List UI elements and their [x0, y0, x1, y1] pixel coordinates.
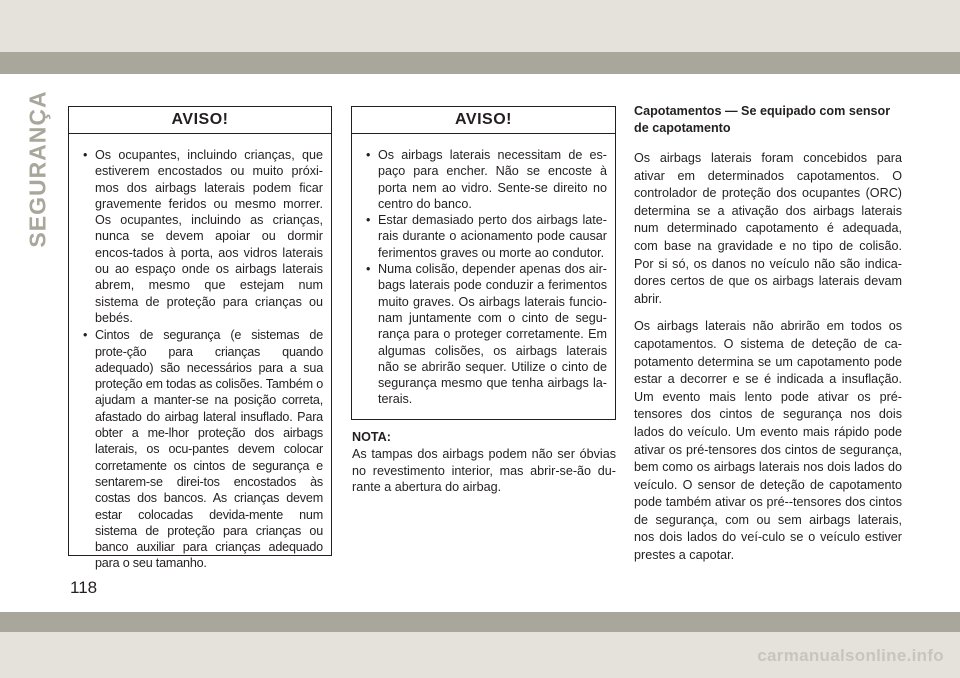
warning-item: • Cintos de segurança (e sistemas de prote-ção para crianças quando adequado) são necessários para a sua proteção em todas as colisões. Também o ajudam a manter-se na posição correta, afastado do airbag lateral insuflado. Para obter a me-lhor proteção dos airbags laterais, os ocu-pantes devem colocar corretamente os cintos de segurança e sentarem-se direi-tos encostados às costas dos bancos. As crianças devem estar colocadas devida-mente num sistema de proteção para crianças ou banco auxiliar para crianças adequado para o seu tamanho. [83, 328, 323, 571]
warning-box-left [68, 106, 332, 571]
warning-box-mid [351, 106, 616, 420]
body-paragraph: Os airbags laterais foram concebidos para ativar em determinados capotamentos. O controlador de proteção dos ocupantes (ORC) determina se a ativação dos airbags laterais num determinado capotamento é adequada, com base na gravidade e no tipo de colisão. Por si só, os danos no veículo não são indica-dores certos de que os airbags laterais devam abrir. [634, 151, 902, 306]
warning-title: AVISO! [352, 107, 615, 134]
top-decor-band [0, 0, 960, 52]
warning-item: • Estar demasiado perto dos airbags late-rais durante o acionamento pode causar ferimentos graves ou morte ao condutor. [366, 213, 607, 260]
warning-item: • Numa colisão, depender apenas dos air-bags laterais pode conduzir a ferimentos muito graves. Os airbags laterais funcio-nam juntamente com o cinto de segu-rança para o proteger corretamente. Em algumas colisões, os airbags laterais não se abrirão sequer. Utilize o cinto de segurança mesmo que tenha airbags la-terais. [366, 262, 607, 407]
warning-item-text: Estar demasiado perto dos airbags late-rais durante o acionamento pode causar ferimentos graves ou morte ao condutor. [378, 213, 607, 260]
section-tab-label: SEGURANÇA [24, 90, 51, 248]
bottom-footer-bar [0, 612, 960, 632]
right-column [634, 103, 902, 575]
note-title: NOTA: [352, 430, 391, 444]
top-header-bar [0, 52, 960, 74]
section-tab [24, 90, 51, 248]
warning-list [352, 134, 615, 408]
note-text: As tampas dos airbags podem não ser óbvias no revestimento interior, mas abrir-se-ão du-rante a abertura do airbag. [352, 447, 616, 494]
warning-list [69, 134, 331, 572]
page-number: 118 [70, 578, 98, 597]
warning-item: • Os airbags laterais necessitam de es-paço para encher. Não se encoste à porta nem ao vidro. Sente-se direito no centro do banco. [366, 148, 607, 211]
warning-item-text: Numa colisão, depender apenas dos air-bags laterais pode conduzir a ferimentos muito graves. Os airbags laterais funcio-nam juntamente com o cinto de segu-rança para o proteger corretamente. Em algumas colisões, os airbags laterais não se abrirão sequer. Utilize o cinto de segurança mesmo que tenha airbags la-terais. [378, 262, 607, 407]
warning-item-text: Os ocupantes, incluindo crianças, que estiverem encostados ou muito próxi-mos dos airbags laterais podem ficar gravemente feridos ou mesmo morrer. Os ocupantes, incluindo as crianças, nunca se devem apoiar ou dormir encos-tados à porta, aos vidros laterais ou ao espaço onde os airbags laterais abrem, mesmo que estejam num sistema de proteção para crianças ou bebés. [95, 148, 323, 325]
warning-item-text: Os airbags laterais necessitam de es-paço para encher. Não se encoste à porta nem ao vidro. Sente-se direito no centro do banco. [378, 148, 607, 211]
watermark: carmanualsonline.info [757, 646, 944, 665]
warning-item: • Os ocupantes, incluindo crianças, que estiverem encostados ou muito próxi-mos dos airbags laterais podem ficar gravemente feridos ou mesmo morrer. Os ocupantes, incluindo as crianças, nunca se devem apoiar ou dormir encos-tados à porta, aos vidros laterais ou ao espaço onde os airbags laterais abrem, mesmo que estejam num sistema de proteção para crianças ou bebés. [83, 148, 323, 325]
warning-title: AVISO! [69, 107, 331, 134]
warning-item-text: Cintos de segurança (e sistemas de prote-ção para crianças quando adequado) são necessários para a sua proteção em todas as colisões. Também o ajudam a manter-se na posição correta, afastado do airbag lateral insuflado. Para obter a me-lhor proteção dos airbags laterais, os ocu-pantes devem colocar corretamente os cintos de segurança e sentarem-se direi-tos encostados às costas dos bancos. As crianças devem estar colocadas devida-mente num sistema de proteção para crianças ou banco auxiliar para crianças adequado para o seu tamanho. [95, 328, 323, 571]
body-paragraph: Os airbags laterais não abrirão em todos os capotamentos. O sistema de deteção de ca-potamento determina se um capotamento pode estar a decorrer e se é indicada a insuflação. Um evento mais lento pode ativar os pré-tensores dos cintos de segurança nos dois lados do veículo. Um evento mais rápido pode ativar os pré-tensores dos cintos de segurança, bem como os airbags laterais nos dois lados do veículo. O sensor de deteção de capotamento pode também ativar os pré--tensores dos cintos de segurança, com ou sem airbags laterais, nos dois lados do veí-culo se o veículo estiver prestes a capotar. [634, 319, 902, 563]
section-heading: Capotamentos — Se equipado com sensor de capotamento [634, 104, 891, 135]
